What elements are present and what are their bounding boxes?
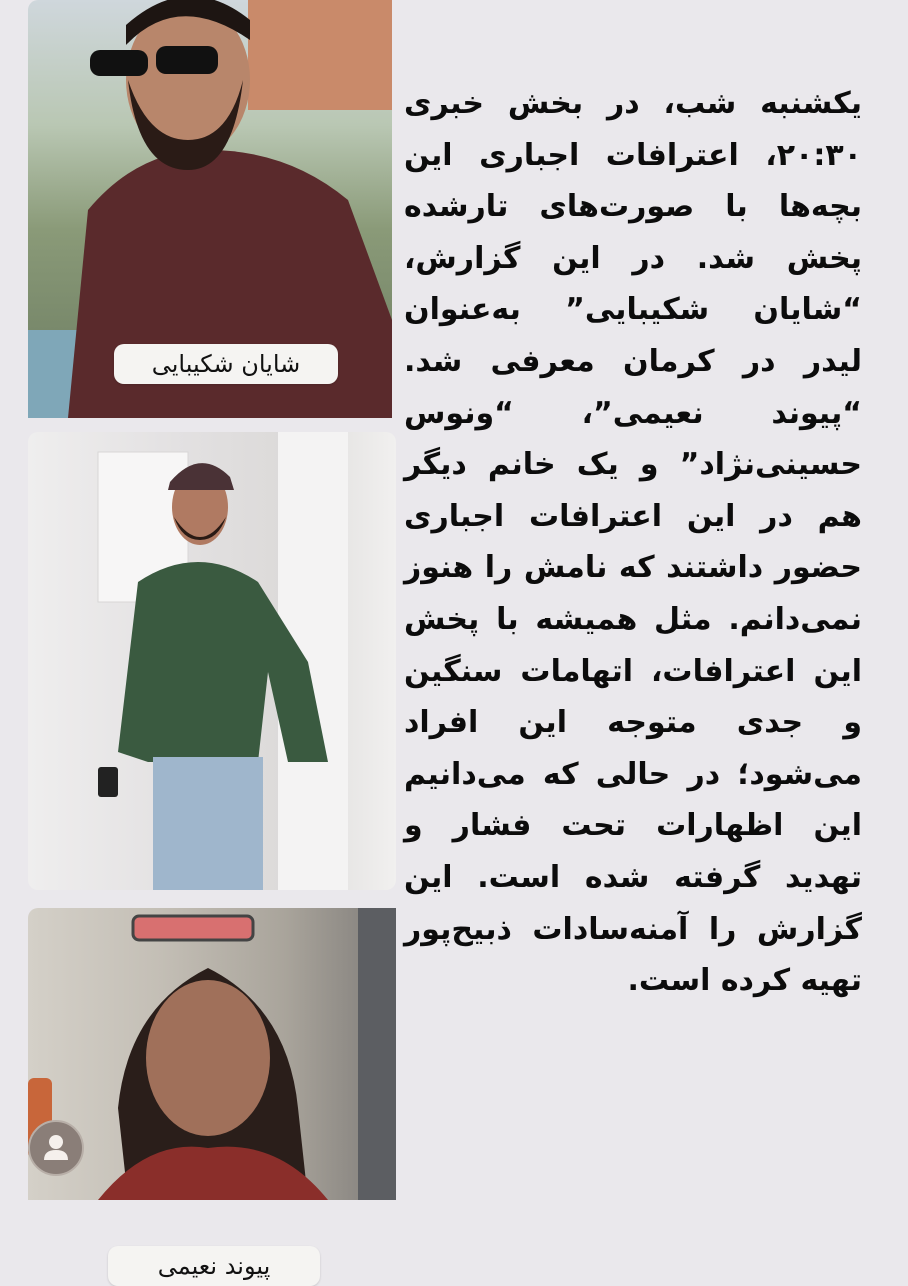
user-silhouette-icon — [30, 1122, 82, 1174]
person-photo-2 — [28, 432, 396, 890]
person-photo-3 — [28, 908, 396, 1200]
photo-shayan-shakibaei — [28, 0, 392, 418]
photo-woman — [28, 908, 396, 1200]
photo-caption-1: شایان شکیبایی — [114, 344, 338, 384]
article-text: یکشنبه شب، در بخش خبری ۲۰:۳۰، اعترافات اجباری این بچه‌ها با صورت‌های تارشده پخش شد. در این گزارش، “شایان شکیبایی” به‌عنوان لیدر در کرمان معرفی شد. “پیوند نعیمی”، “ونوس حسینی‌نژاد” و یک خانم دیگر هم در این اعترافات اجباری حضور داشتند که نامش را هنوز نمی‌دانم. مثل همیشه با پخش این اعترافات، اتهامات سنگین و جدی متوجه این افراد می‌شود؛ در حالی که می‌دانیم این اظهارات تحت فشار و تهدید گرفته شده است. این گزارش را آمنه‌سادات ذبیح‌پور تهیه کرده است. — [404, 86, 862, 999]
photo-peyvand-naeimi — [28, 432, 396, 1280]
user-avatar-icon[interactable] — [28, 1120, 84, 1176]
photo-caption-2: پیوند نعیمی — [108, 1246, 320, 1286]
